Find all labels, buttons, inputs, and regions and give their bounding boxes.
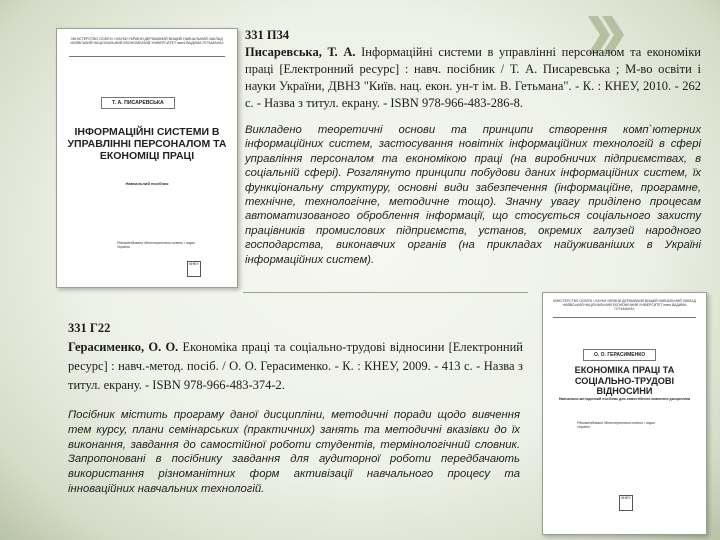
cover-title: ЕКОНОМІКА ПРАЦІ ТА СОЦІАЛЬНО-ТРУДОВІ ВІДНОСИНИ	[574, 365, 675, 397]
entry-1-code: 331 П34	[245, 28, 290, 42]
cover-title: ІНФОРМАЦІЙНІ СИСТЕМИ В УПРАВЛІННІ ПЕРСОНАЛОМ ТА ЕКОНОМІЦІ ПРАЦІ	[67, 126, 227, 162]
entry-1-citation	[245, 27, 701, 112]
cover-header: МІНІСТЕРСТВО ОСВІТИ І НАУКИ УКРАЇНИ ДЕРЖАВНИЙ ВИЩИЙ НАВЧАЛЬНИЙ ЗАКЛАД «КИЇВСЬКИЙ НАЦІОНАЛЬНИЙ ЕКОНОМІЧНИЙ УНІВЕРСИТЕТ імені ВАДИМА ГЕТЬМАНА»	[553, 299, 696, 312]
cover-rule	[69, 56, 225, 57]
entry-2-code: 331 Г22	[68, 321, 111, 335]
entry-2-description: Посібник містить програму даної дисципліни, методичні поради щодо вивчення тем курсу, плани семінарських (практичних) занять та методичні вказівки до їх виконання, завдання до самостійної роботи студентів, термінологічний словник. Запропоновані в посібнику завдання для аудиторної роботи передбачають використання різноманітних форм активізації навчального процесу та інноваційних навчальних технологій.	[68, 409, 520, 495]
entry-2-citation-text: Економіка праці та соціально-трудові відносини [Електронний ресурс] : навч.-метод. посіб. / О. О. Герасименко. - К. : КНЕУ, 2009. - 413 с. - Назва з титул. екрану. - ISBN 978-966-483-374-2.	[68, 340, 523, 392]
cover-subtitle: Навчально-методичний посібник для самостійного вивчення дисципліни	[558, 397, 691, 401]
cover-author: О. О. ГЕРАСИМЕНКО	[583, 349, 656, 361]
entry-2-citation	[68, 319, 523, 395]
cover-note: Рекомендовано Міністерством освіти і науки України	[577, 421, 656, 430]
cover-author: Т. А. ПИСАРЕВСЬКА	[101, 97, 175, 109]
divider	[243, 292, 528, 293]
entry-1-author: Писаревська, Т. А.	[245, 45, 362, 59]
entry-1-description: Викладено теоретичні основи та принципи створення комп`ютерних інформаційних систем, застосування новітніх інформаційних технологій в сфері управління персоналом та економікою праці (на виробничих підприємствах, в соціальній сфері). Розглянуто принципи побудови даних інформаційних систем, їх функціональну структуру, основні види забезпечення (інформаційне, програмне, технічне, технологічне, методичне тощо). Значну увагу приділено процесам автоматизованого оброблення інформації, що стосується соціального захисту працівників промислових підприємств, установ, окремих галузей народного господарства, виконавчих органів (на прикладах найуживаніших в Україні інформаційних систем).	[245, 124, 701, 266]
book-cover-herasymenko	[542, 292, 707, 535]
cover-subtitle: Навчальний посібник	[125, 181, 169, 186]
publisher-logo: КНЕУ	[187, 261, 201, 277]
book-cover-pysarevska	[56, 28, 238, 288]
entry-1-citation-text: Інформаційні системи в управлінні персоналом та економіки праці [Електронний ресурс] : навч. посібник / Т. А. Писаревська ; М-во освіти і науки України, ДВНЗ "Київ. нац. екон. ун-т ім. В. Гетьмана". - К. : КНЕУ, 2010. - 262 с. - Назва з титул. екрану. - ISBN 978-966-483-286-8.	[245, 45, 701, 110]
entry-2-author: Герасименко, О. О.	[68, 340, 183, 354]
publisher-logo: КНЕУ	[619, 495, 633, 511]
cover-header: МІНІСТЕРСТВО ОСВІТИ І НАУКИ УКРАЇНИ ДЕРЖАВНИЙ ВИЩИЙ НАВЧАЛЬНИЙ ЗАКЛАД «КИЇВСЬКИЙ НАЦІОНАЛЬНИЙ ЕКОНОМІЧНИЙ УНІВЕРСИТЕТ імені ВАДИМА ГЕТЬМАНА»	[70, 37, 224, 46]
cover-note: Рекомендовано Міністерством освіти і науки України	[117, 241, 196, 250]
cover-rule	[553, 317, 696, 318]
